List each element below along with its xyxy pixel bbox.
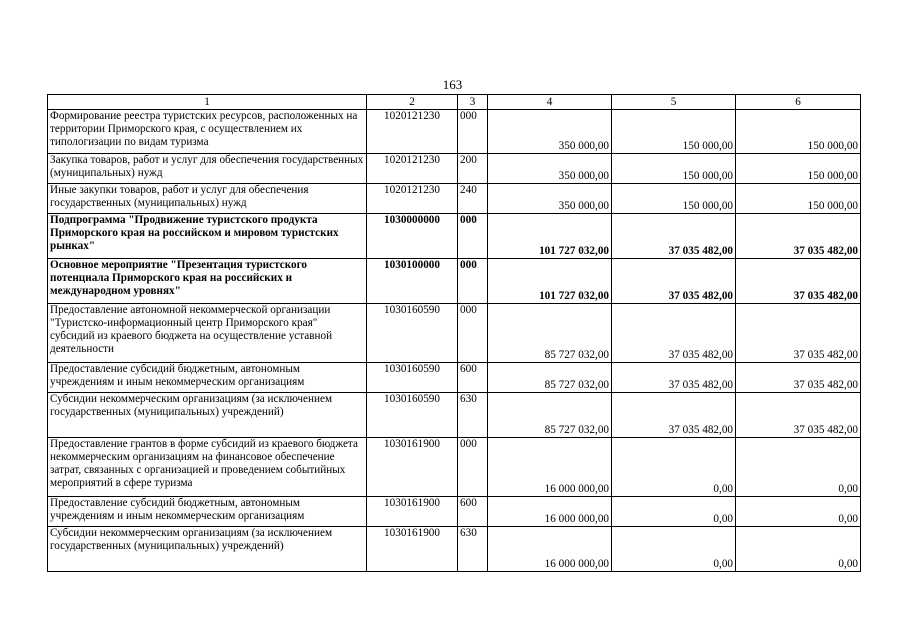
row-value-5: 0,00 [612,527,736,572]
row-name: Субсидии некоммерческим организациям (за исключением государственных (муниципальных) учреждений) [48,393,367,438]
page-number: 163 [442,77,463,92]
row-type: 200 [458,154,488,184]
header-col-5: 5 [612,95,736,110]
row-value-6: 0,00 [736,527,861,572]
row-name: Формирование реестра туристских ресурсов, расположенных на территории Приморского края, с осуществлением их типологизации по видам туризма [48,110,367,154]
row-value-4: 350 000,00 [488,110,612,154]
row-name: Предоставление грантов в форме субсидий из краевого бюджета некоммерческим организациям на финансовое обеспечение затрат, связанных с организацией и проведением событийных мероприятий в сфере туризма [48,438,367,497]
row-type: 630 [458,527,488,572]
table-row [48,527,861,572]
row-value-6: 150 000,00 [736,154,861,184]
row-code: 1030161900 [367,497,458,527]
header-col-6: 6 [736,95,861,110]
header-col-2: 2 [367,95,458,110]
table-row [48,438,861,497]
row-type: 600 [458,363,488,393]
row-value-6: 37 035 482,00 [736,214,861,259]
row-value-4: 101 727 032,00 [488,259,612,304]
row-value-5: 0,00 [612,438,736,497]
row-code: 1030161900 [367,438,458,497]
row-value-6: 150 000,00 [736,184,861,214]
row-name: Закупка товаров, работ и услуг для обеспечения государственных (муниципальных) нужд [48,154,367,184]
row-name: Предоставление автономной некоммерческой организации "Туристско-информационный центр Приморского края" субсидий из краевого бюджета на осуществление уставной деятельности [48,304,367,363]
row-value-4: 16 000 000,00 [488,438,612,497]
row-value-6: 150 000,00 [736,110,861,154]
row-name: Предоставление субсидий бюджетным, автономным учреждениям и иным некоммерческим организациям [48,363,367,393]
table-row [48,363,861,393]
row-value-4: 85 727 032,00 [488,363,612,393]
row-code: 1030160590 [367,393,458,438]
row-value-6: 37 035 482,00 [736,363,861,393]
row-value-6: 37 035 482,00 [736,393,861,438]
row-code: 1020121230 [367,110,458,154]
row-value-4: 101 727 032,00 [488,214,612,259]
table-row [48,184,861,214]
table-header-row [48,95,861,110]
row-value-5: 37 035 482,00 [612,214,736,259]
row-code: 1030161900 [367,527,458,572]
table-row-subprogram [48,214,861,259]
row-name: Субсидии некоммерческим организациям (за исключением государственных (муниципальных) учреждений) [48,527,367,572]
table-row [48,110,861,154]
row-code: 1020121230 [367,154,458,184]
row-value-5: 37 035 482,00 [612,363,736,393]
row-value-4: 85 727 032,00 [488,393,612,438]
header-col-4: 4 [488,95,612,110]
header-col-3: 3 [458,95,488,110]
row-name: Основное мероприятие "Презентация туристского потенциала Приморского края на российских и международном уровнях" [48,259,367,304]
row-value-4: 16 000 000,00 [488,527,612,572]
table-row [48,304,861,363]
row-value-6: 0,00 [736,438,861,497]
header-col-1: 1 [48,95,367,110]
row-value-5: 150 000,00 [612,184,736,214]
row-value-5: 37 035 482,00 [612,259,736,304]
row-type: 600 [458,497,488,527]
row-code: 1030100000 [367,259,458,304]
row-value-6: 37 035 482,00 [736,304,861,363]
row-type: 000 [458,214,488,259]
row-type: 240 [458,184,488,214]
table-row-main-activity [48,259,861,304]
row-type: 000 [458,259,488,304]
row-name: Предоставление субсидий бюджетным, автономным учреждениям и иным некоммерческим организациям [48,497,367,527]
row-type: 000 [458,304,488,363]
row-value-5: 150 000,00 [612,154,736,184]
table-row [48,154,861,184]
row-code: 1020121230 [367,184,458,214]
row-type: 000 [458,110,488,154]
row-value-4: 350 000,00 [488,154,612,184]
budget-table [47,94,861,572]
row-value-5: 37 035 482,00 [612,304,736,363]
row-type: 000 [458,438,488,497]
row-value-4: 16 000 000,00 [488,497,612,527]
row-value-5: 150 000,00 [612,110,736,154]
row-name: Подпрограмма "Продвижение туристского продукта Приморского края на российском и мировом туристских рынках" [48,214,367,259]
row-name: Иные закупки товаров, работ и услуг для обеспечения государственных (муниципальных) нужд [48,184,367,214]
row-code: 1030160590 [367,304,458,363]
table-row [48,497,861,527]
row-value-6: 37 035 482,00 [736,259,861,304]
row-value-4: 85 727 032,00 [488,304,612,363]
row-value-5: 37 035 482,00 [612,393,736,438]
row-code: 1030000000 [367,214,458,259]
row-type: 630 [458,393,488,438]
row-value-6: 0,00 [736,497,861,527]
row-value-5: 0,00 [612,497,736,527]
table-row [48,393,861,438]
row-code: 1030160590 [367,363,458,393]
row-value-4: 350 000,00 [488,184,612,214]
